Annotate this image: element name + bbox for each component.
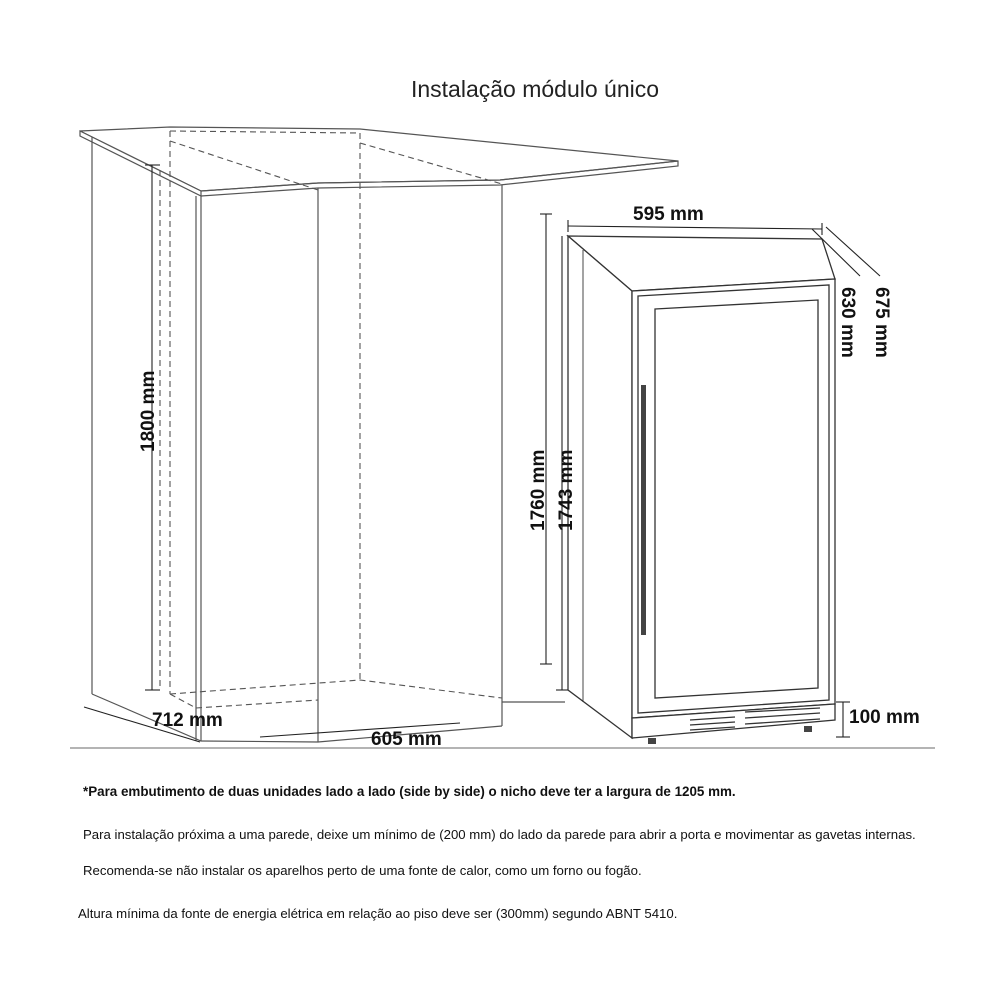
heat-source-note: Recomenda-se não instalar os aparelhos perto de uma fonte de calor, como um forno ou fogão. bbox=[83, 863, 642, 878]
diagram-title: Instalação módulo único bbox=[410, 76, 660, 102]
wall-distance-note: Para instalação próxima a uma parede, deixe um mínimo de (200 mm) do lado da parede para abrir a porta e movimentar as gavetas internas. bbox=[83, 827, 916, 842]
niche-dimension-lines bbox=[84, 165, 460, 742]
unit-height-body-label: 1743 mm bbox=[556, 449, 577, 531]
niche-width-label: 605 mm bbox=[371, 729, 442, 750]
side-by-side-note: *Para embutimento de duas unidades lado a lado (side by side) o nicho deve ter a largura de 1205 mm. bbox=[83, 784, 736, 799]
wine-cooler-unit bbox=[568, 236, 835, 744]
niche-depth-label: 712 mm bbox=[152, 710, 223, 731]
power-outlet-note: Altura mínima da fonte de energia elétrica em relação ao piso deve ser (300mm) segundo ABNT 5410. bbox=[78, 906, 678, 921]
unit-depth-body-label: 630 mm bbox=[837, 287, 858, 358]
unit-width-label: 595 mm bbox=[633, 204, 704, 225]
ventilation-height-label: 100 mm bbox=[849, 707, 920, 728]
unit-height-total-label: 1760 mm bbox=[528, 449, 549, 531]
unit-depth-total-label: 675 mm bbox=[871, 287, 892, 358]
niche-height-label: 1800 mm bbox=[138, 370, 159, 452]
niche-hidden-edges bbox=[160, 131, 502, 708]
